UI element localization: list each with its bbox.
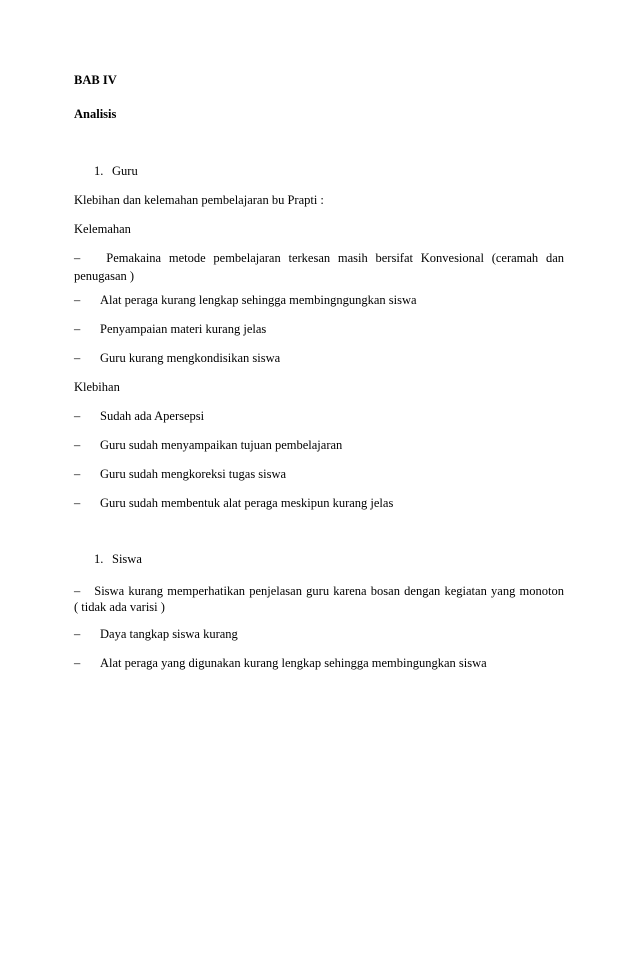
list-item [74,408,204,424]
list-item [74,350,280,366]
list-item-text: Sudah ada Apersepsi [100,409,205,423]
list-item [74,495,393,511]
klebihan-label: Klebihan [74,380,120,394]
dash-marker: – [74,322,81,336]
dash-marker: – [74,293,81,307]
dash-marker: – [74,467,81,481]
dash-marker: – [74,351,81,365]
guru-heading-label: Guru [112,164,138,178]
dash-marker: – [74,496,81,510]
chapter-heading: BAB IV [74,73,117,87]
list-item [74,321,266,337]
list-item-text: Guru sudah membentuk alat peraga meskipun kurang jelas [100,496,394,510]
dash-marker: – [74,584,81,598]
list-item-text: Alat peraga yang digunakan kurang lengkap sehingga membingungkan siswa [100,656,487,670]
dash-marker: – [74,438,81,452]
siswa-first-line2: ( tidak ada varisi ) [74,600,165,614]
siswa-heading-label: Siswa [112,552,142,566]
list-item-text: Guru sudah menyampaikan tujuan pembelajaran [100,438,343,452]
siswa-heading [94,551,142,567]
dash-marker: – [74,251,81,265]
list-item [74,626,238,642]
guru-number: 1. [94,164,104,178]
list-item [74,437,342,453]
list-item-text: Penyampaian materi kurang jelas [100,322,267,336]
list-item-text: Guru kurang mengkondisikan siswa [100,351,281,365]
guru-intro: Klebihan dan kelemahan pembelajaran bu Prapti : [74,193,324,207]
kelemahan-first-line1: – Pemakaina metode pembelajaran terkesan masih bersifat Konvesional (ceramah dan [74,251,564,265]
list-item [74,292,417,308]
list-item [74,466,286,482]
guru-heading [94,163,138,179]
siswa-first-line1: – Siswa kurang memperhatikan penjelasan guru karena bosan dengan kegiatan yang monoton [74,584,564,598]
siswa-first-item [74,583,564,615]
kelemahan-label: Kelemahan [74,222,131,236]
siswa-number: 1. [94,552,104,566]
list-item-text: Alat peraga kurang lengkap sehingga membingngungkan siswa [100,293,417,307]
dash-marker: – [74,627,81,641]
kelemahan-first-item [74,250,564,284]
section-title: Analisis [74,107,117,121]
list-item-text: Guru sudah mengkoreksi tugas siswa [100,467,287,481]
dash-marker: – [74,656,81,670]
list-item [74,655,487,671]
dash-marker: – [74,409,81,423]
list-item-text: Daya tangkap siswa kurang [100,627,238,641]
kelemahan-first-line2: penugasan ) [74,269,135,283]
